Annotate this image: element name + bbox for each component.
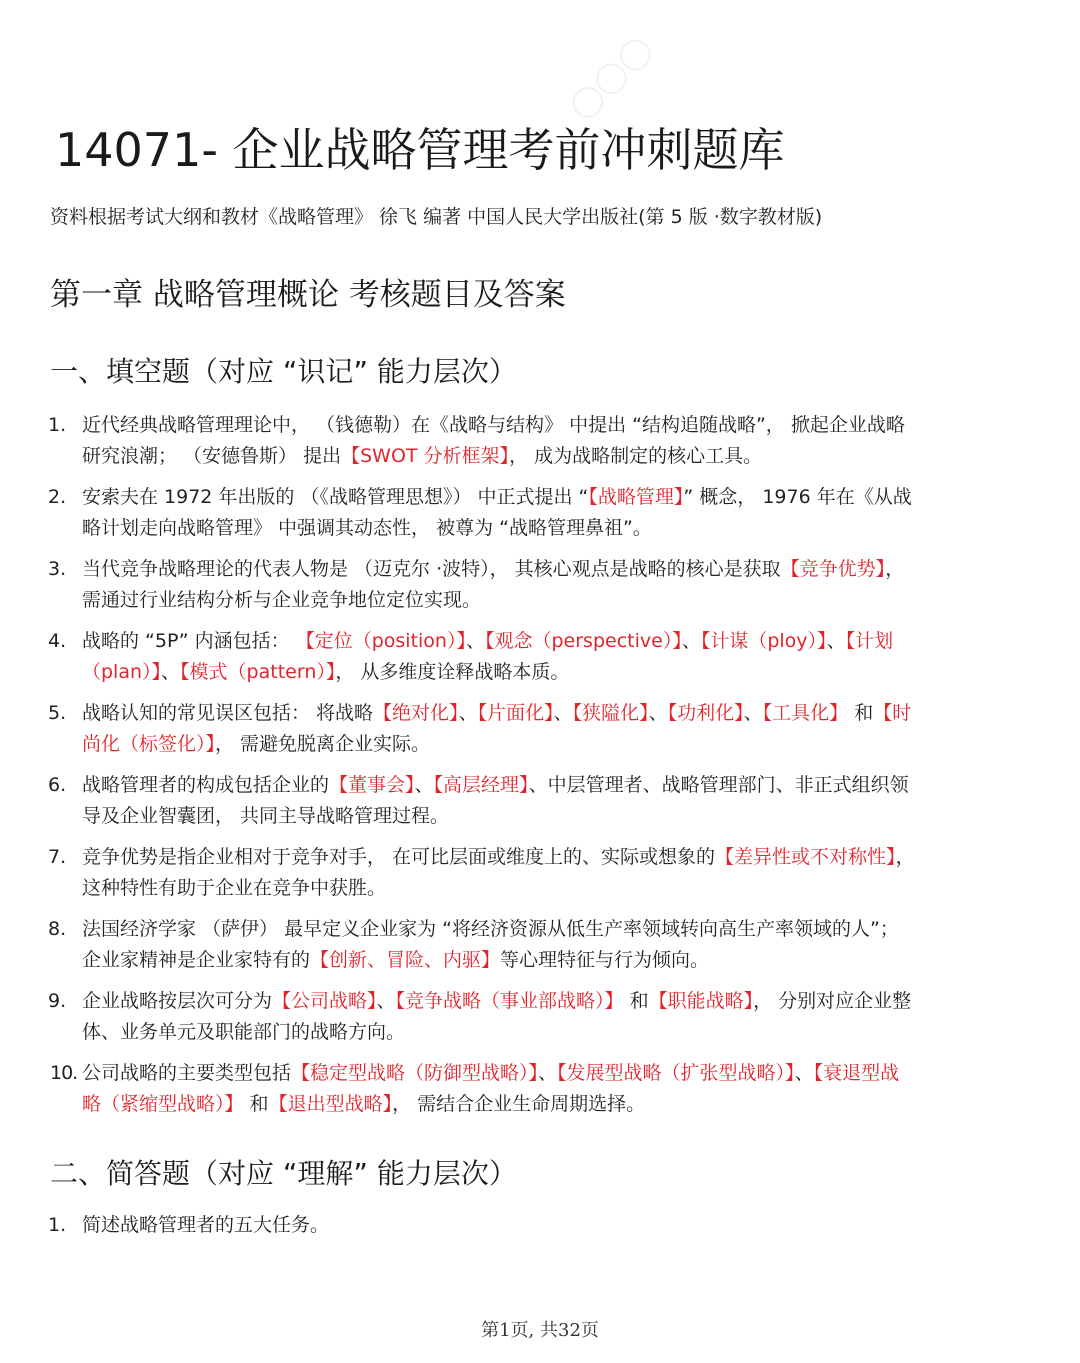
chapter-heading: 第一章 战略管理概论 考核题目及答案 (50, 277, 566, 313)
question-text: 、 (743, 702, 763, 724)
question-text: 和 (243, 1092, 269, 1115)
question-text: 简述战略管理者的五大任务。 (82, 1214, 330, 1236)
answer-highlight: 【战略管理】 (588, 486, 684, 508)
question-text: 当代竞争战略理论的代表人物是 （迈克尔 ·波特）， 其核心观点是战略的核心是获取 (82, 558, 781, 580)
answer-highlight: 【模式（pattern）】 (180, 660, 336, 683)
question-number: 1. (48, 1214, 67, 1236)
section-heading-fill-in: 一、填空题（对应 “识记” 能力层次） (50, 355, 517, 388)
question-number: 10. (50, 1062, 78, 1084)
question-text: 、 (794, 1062, 814, 1084)
question-text: ， 这种特性有助于企业在竞争中获胜。 (82, 846, 915, 899)
document-subtitle: 资料根据考试大纲和教材《战略管理》 徐飞 编著 中国人民大学出版社(第 5 版 ·数字教材版) (50, 206, 823, 228)
question-item (48, 554, 918, 615)
question-number: 8. (48, 918, 67, 940)
question-text: 、 (161, 660, 181, 683)
question-number: 2. (48, 486, 67, 508)
question-text: 和 (848, 702, 874, 724)
question-number: 5. (48, 702, 67, 724)
answer-highlight: 【绝对化】 (373, 702, 459, 724)
question-text: 公司战略的主要类型包括 (82, 1062, 292, 1084)
question-text: 企业战略按层次可分为 (82, 990, 273, 1012)
question-text: 、中层管理者、战略管理部门、非正式组织领导及企业智囊团， 共同主导战略管理过程。 (82, 774, 909, 827)
answer-highlight: 【退出型战略】 (268, 1092, 393, 1115)
answer-highlight: 【计谋（ploy）】 (700, 630, 827, 652)
question-text: ” 概念， 1976 年在《从战略计划走向战略管理》 中强调其动态性， 被尊为 “战略管理鼻祖”。 (82, 486, 912, 539)
answer-highlight: 【衰退型战略（紧缩型战略）】 (82, 1062, 900, 1115)
question-text: 、 (648, 702, 668, 724)
question-number: 7. (48, 846, 67, 868)
answer-highlight: 【差异性或不对称性】 (715, 846, 896, 868)
page-footer: 第1页, 共32页 (481, 1320, 599, 1341)
question-text: ， 分别对应企业整体、业务单元及职能部门的战略方向。 (82, 990, 912, 1043)
answer-highlight: 【竞争优势】 (780, 558, 886, 580)
question-text: 、 (458, 702, 478, 724)
question-text: ， 需结合企业生命周期选择。 (392, 1092, 646, 1115)
question-text: ， 需避免脱离企业实际。 (215, 732, 431, 755)
answer-highlight: 【职能战略】 (648, 990, 754, 1012)
question-text: 、 (414, 774, 434, 796)
question-text: ， 从多维度诠释战略本质。 (335, 660, 570, 683)
answer-highlight: 【片面化】 (477, 702, 554, 724)
question-text: 、 (826, 630, 846, 652)
question-number: 1. (48, 414, 67, 436)
document-title: 14071- 企业战略管理考前冲刺题库 (55, 123, 785, 177)
answer-highlight: 【高层经理】 (433, 774, 529, 796)
answer-highlight: 【董事会】 (329, 774, 415, 796)
answer-highlight: 【计划（plan）】 (82, 630, 894, 683)
question-item (48, 842, 918, 903)
section-heading-short-answer: 二、简答题（对应 “理解” 能力层次） (50, 1157, 517, 1190)
question-item (48, 626, 918, 687)
question-text: 战略的 “5P” 内涵包括： (82, 630, 296, 652)
answer-highlight: 【定位（position）】 (295, 630, 466, 652)
question-text: 安索夫在 1972 年出版的 （《战略管理思想》） 中正式提出 “ (82, 486, 589, 508)
question-item (48, 770, 918, 831)
question-item (48, 698, 918, 759)
answer-highlight: 【稳定型战略（防御型战略）】 (291, 1062, 539, 1084)
question-item (48, 986, 918, 1047)
question-number: 3. (48, 558, 67, 580)
question-text: 法国经济学家 （萨伊） 最早定义企业家为 “将经济资源从低生产率领域转向高生产率领域的人”； 企业家精神是企业家特有的 (82, 918, 899, 971)
question-text: 、 (465, 630, 485, 652)
question-text: 、 (376, 990, 396, 1012)
question-number: 6. (48, 774, 67, 796)
answer-highlight: 【功利化】 (667, 702, 744, 724)
question-text: ， 需通过行业结构分析与企业竞争地位定位实现。 (82, 558, 905, 611)
answer-highlight: 【工具化】 (762, 702, 849, 724)
question-text: 、 (681, 630, 701, 652)
question-item (48, 914, 918, 975)
answer-highlight: 【公司战略】 (272, 990, 377, 1012)
short-answer-question-list (48, 1210, 918, 1252)
answer-highlight: 【狭隘化】 (572, 702, 649, 724)
answer-highlight: 【创新、冒险、内驱】 (310, 948, 501, 971)
question-number: 9. (48, 990, 67, 1012)
question-text: 竞争优势是指企业相对于竞争对手， 在可比层面或维度上的、实际或想象的 (82, 846, 716, 868)
fill-in-question-list (48, 410, 918, 1130)
question-item (48, 410, 918, 471)
question-text: ， 成为战略制定的核心工具。 (509, 444, 763, 467)
answer-highlight: 【观念（perspective）】 (485, 630, 682, 652)
question-text: 战略认知的常见误区包括： 将战略 (82, 702, 374, 724)
question-text: 、 (553, 702, 573, 724)
answer-highlight: 【时尚化（标签化）】 (82, 702, 912, 755)
question-number: 4. (48, 630, 67, 652)
watermark: ◯◯◯ (562, 29, 659, 126)
question-item (48, 1210, 918, 1241)
question-text: 和 (623, 990, 649, 1012)
question-text: 近代经典战略管理理论中， （钱德勒）在《战略与结构》 中提出 “结构追随战略”， 掀起企业战略研究浪潮； （安德鲁斯） 提出 (82, 414, 905, 467)
answer-highlight: 【SWOT 分析框架】 (341, 444, 510, 467)
question-item (48, 1058, 918, 1119)
question-text: 战略管理者的构成包括企业的 (82, 774, 330, 796)
question-item (48, 482, 918, 543)
question-text: 等心理特征与行为倾向。 (500, 948, 710, 971)
answer-highlight: 【发展型战略（扩张型战略）】 (557, 1062, 795, 1084)
answer-highlight: 【竞争战略（事业部战略）】 (395, 990, 624, 1012)
question-text: 、 (538, 1062, 558, 1084)
